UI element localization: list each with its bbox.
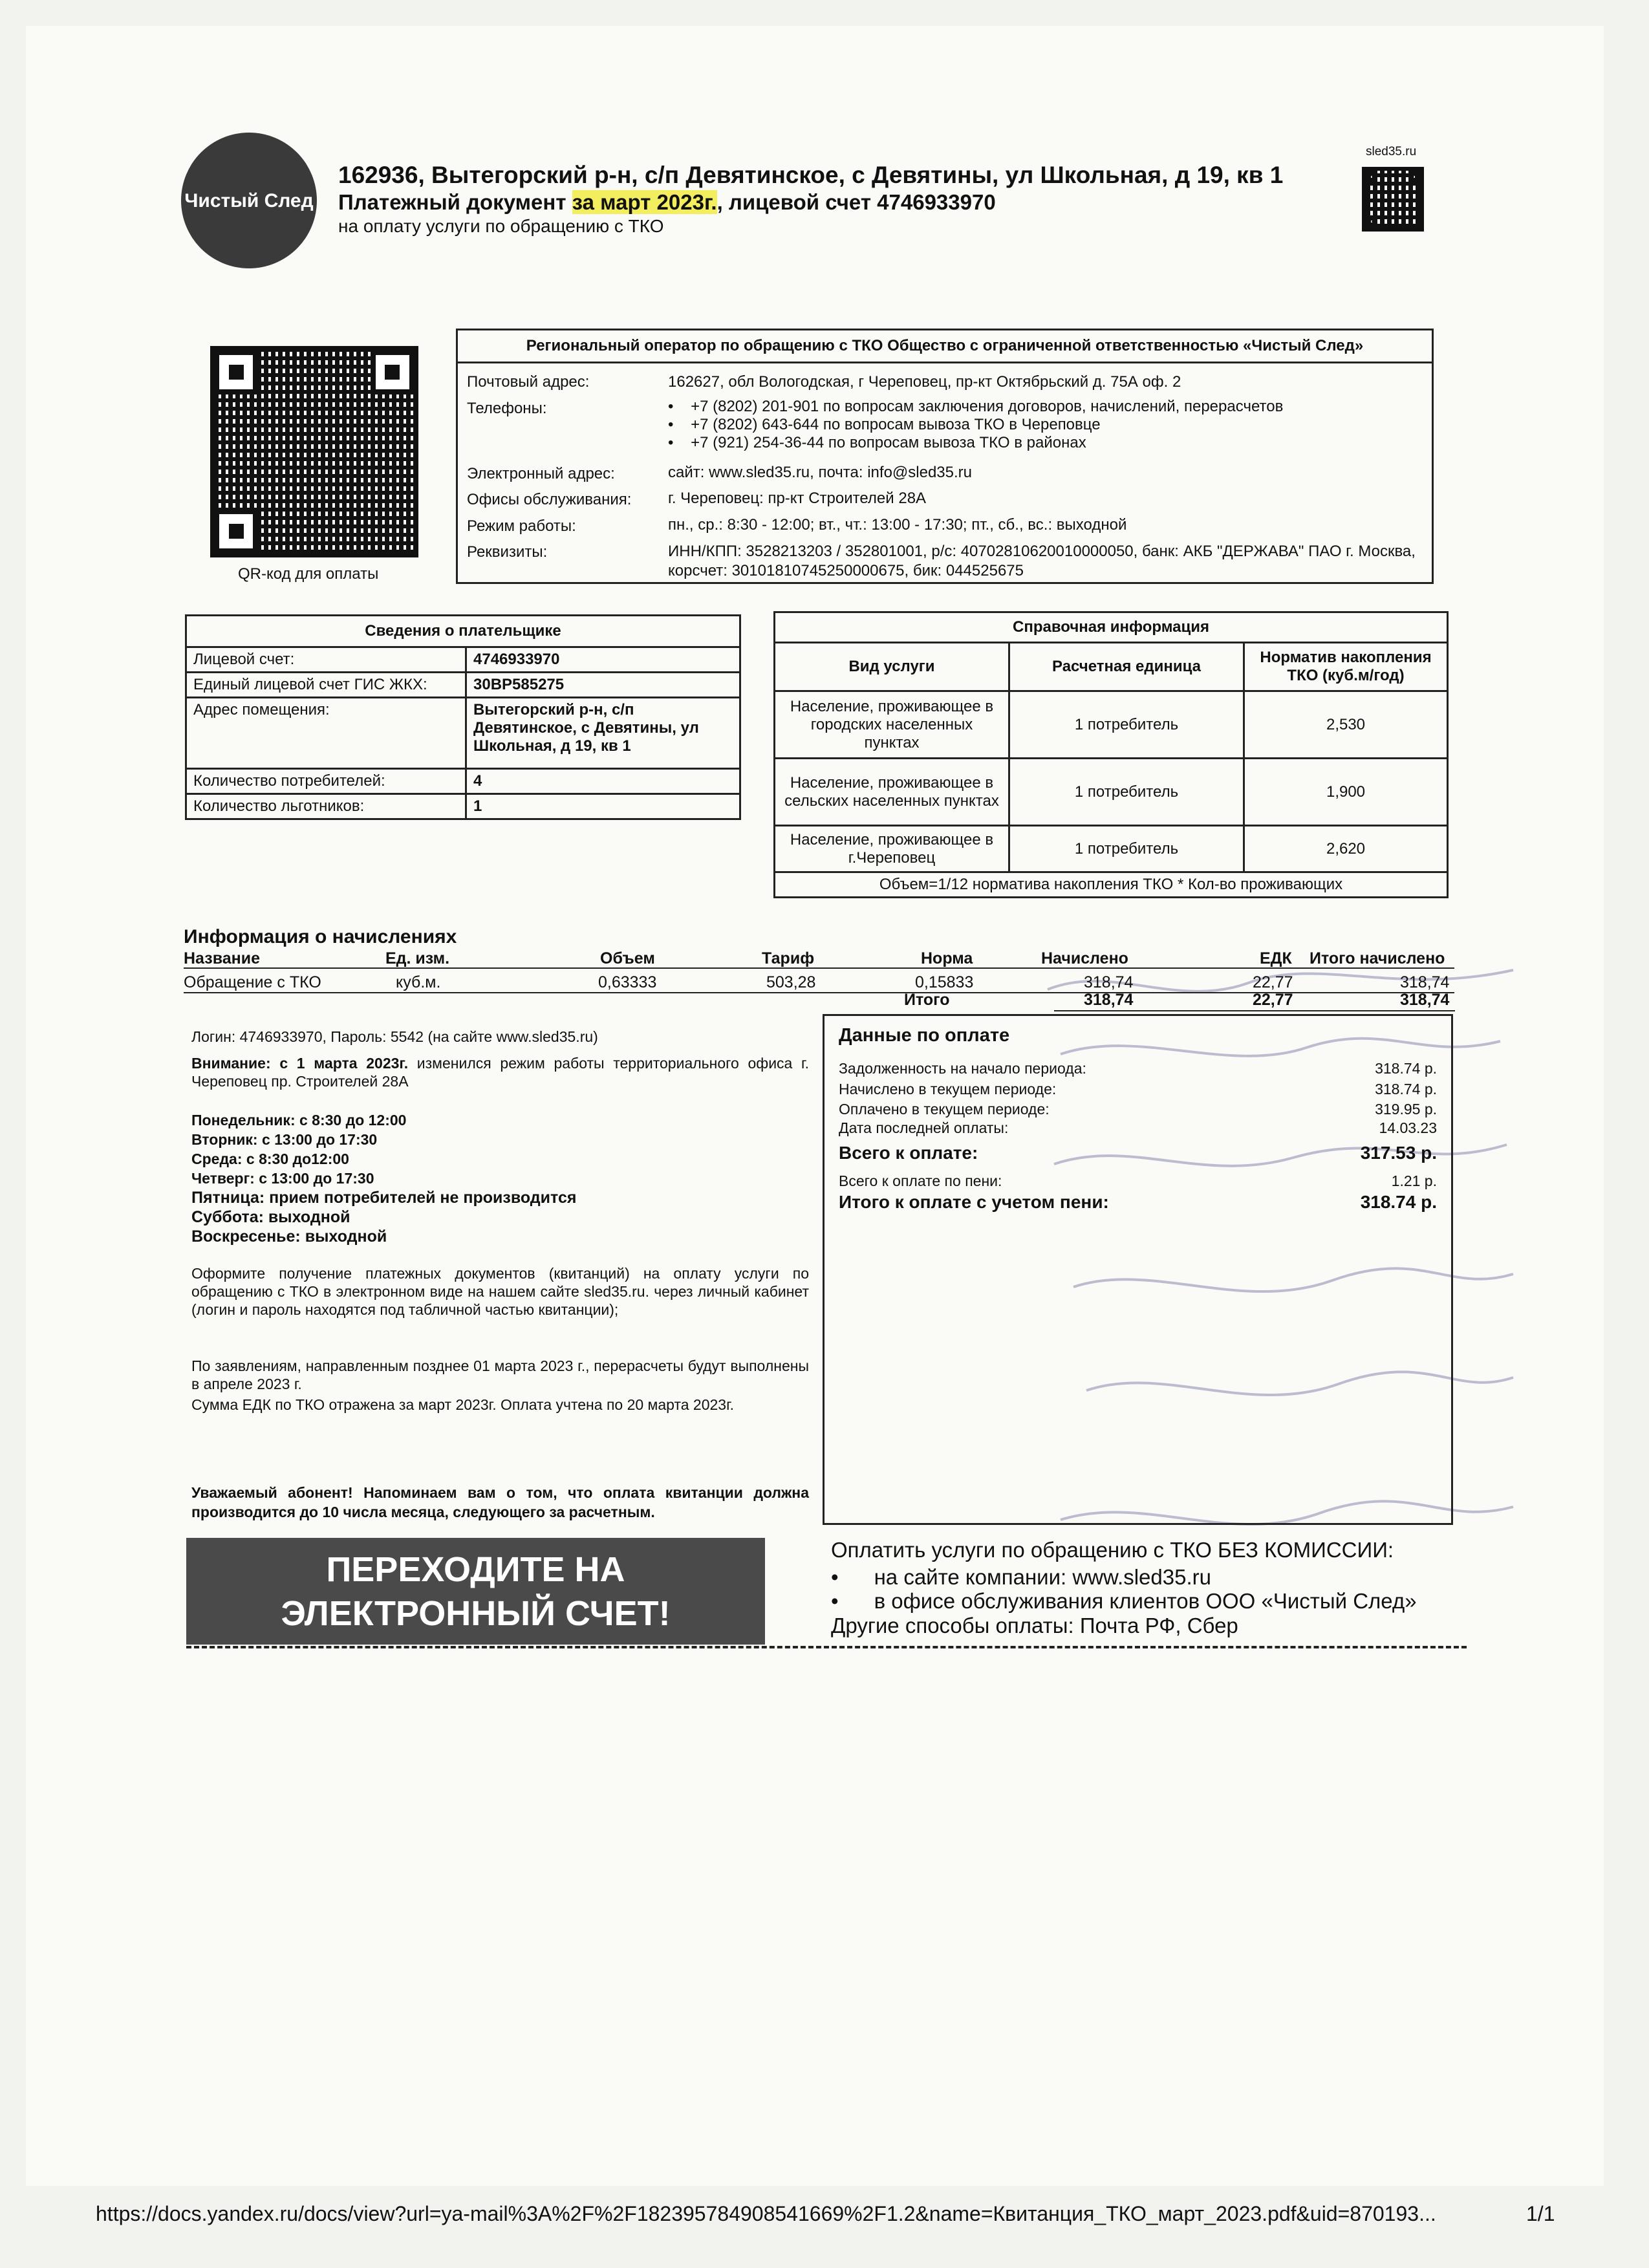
- payer-value: 1: [466, 794, 740, 819]
- reference-cell: 1 потребитель: [1009, 691, 1244, 759]
- reference-table: [773, 611, 1449, 898]
- pay-method-item: • на сайте компании: www.sled35.ru: [831, 1565, 1211, 1589]
- payer-label: Единый лицевой счет ГИС ЖКХ:: [186, 673, 466, 698]
- reference-cell: 1 потребитель: [1009, 759, 1244, 826]
- company-logo: [181, 133, 317, 268]
- pay-methods-other: Другие способы оплаты: Почта РФ, Сбер: [831, 1614, 1238, 1637]
- operator-phone-2: • +7 (8202) 643-644 по вопросам вывоза ТКО в Череповце: [668, 416, 1101, 433]
- payment-grand-row: [839, 1192, 1437, 1213]
- pay-method-text: на сайте компании: www.sled35.ru: [874, 1565, 1211, 1589]
- attention-label: Внимание:: [191, 1055, 271, 1072]
- payment-row: [839, 1101, 1437, 1118]
- payment-qr-code: [210, 346, 418, 557]
- payment-data-box: [823, 1014, 1453, 1525]
- schedule-item: Суббота: выходной: [191, 1208, 350, 1226]
- schedule-list: [191, 1110, 576, 1246]
- reference-cell: 1,900: [1244, 759, 1448, 826]
- charges-col-edk: ЕДК: [1260, 949, 1292, 967]
- payment-grand-value: 318.74 р.: [1360, 1192, 1437, 1212]
- table-row: [775, 759, 1448, 826]
- attention-date: с 1 марта 2023г.: [270, 1055, 409, 1072]
- reference-footer: Объем=1/12 норматива накопления ТКО * Кол-во проживающих: [775, 872, 1448, 898]
- charges-row-charged: 318,74: [1084, 973, 1134, 991]
- operator-email-label: Электронный адрес:: [467, 465, 615, 482]
- payment-reminder: Уважаемый абонент! Напоминаем вам о том, что оплата квитанции должна производится до 10 числа месяца, следующего за расчетным.: [191, 1484, 809, 1520]
- operator-requisites-value: ИНН/КПП: 3528213203 / 352801001, р/с: 40702810620010000050, банк: АКБ "ДЕРЖАВА" ПАО г. Москва, корсчет: 30101810745250000675, бик: 044525675: [668, 543, 1416, 579]
- payment-total-label: Всего к оплате:: [839, 1143, 978, 1163]
- document-title: [338, 190, 996, 215]
- charges-total-edk: 22,77: [1253, 991, 1293, 1009]
- payment-total-value: 317.53 р.: [1360, 1143, 1437, 1163]
- payment-value: 318.74 р.: [1375, 1060, 1437, 1077]
- payment-label: Дата последней оплаты:: [839, 1119, 1009, 1136]
- operator-phones-label: Телефоны:: [467, 400, 547, 417]
- payer-label: Адрес помещения:: [186, 698, 466, 769]
- charges-row-name: Обращение с ТКО: [184, 973, 321, 991]
- reference-cell: Население, проживающее в сельских населенных пунктах: [775, 759, 1009, 826]
- site-label: sled35.ru: [1366, 145, 1417, 158]
- schedule-item: Понедельник: с 8:30 до 12:00: [191, 1112, 407, 1129]
- pay-method-text: в офисе обслуживания клиентов ООО «Чистый След»: [874, 1589, 1417, 1613]
- payment-label: Оплачено в текущем периоде:: [839, 1101, 1050, 1118]
- payment-value: 319.95 р.: [1375, 1101, 1437, 1118]
- operator-postal-value: 162627, обл Вологодская, г Череповец, пр-кт Октябрьский д. 75А оф. 2: [668, 373, 1181, 391]
- schedule-item: Пятница: прием потребителей не производится: [191, 1189, 577, 1207]
- table-row: [186, 673, 740, 698]
- document-period: за март 2023г.: [572, 190, 717, 214]
- charges-bottom-line: [1054, 1010, 1455, 1011]
- table-row: [775, 691, 1448, 759]
- document-subtitle: на оплату услуги по обращению с ТКО: [338, 216, 664, 236]
- table-row: [186, 794, 740, 819]
- payer-address-title: 162936, Вытегорский р-н, с/п Девятинское, с Девятины, ул Школьная, д 19, кв 1: [338, 162, 1284, 188]
- operator-box: [456, 329, 1434, 584]
- reference-cell: Население, проживающее в г.Череповец: [775, 826, 1009, 872]
- reference-header: Расчетная единица: [1009, 643, 1244, 691]
- operator-postal-label: Почтовый адрес:: [467, 373, 590, 391]
- payer-label: Количество потребителей:: [186, 769, 466, 794]
- pay-methods-title: Оплатить услуги по обращению с ТКО БЕЗ КОМИССИИ:: [831, 1538, 1394, 1562]
- reference-cell: 1 потребитель: [1009, 826, 1244, 872]
- pay-method-item: • в офисе обслуживания клиентов ООО «Чистый След»: [831, 1589, 1417, 1613]
- print-page-indicator: 1/1: [1526, 2202, 1555, 2225]
- attention-text: изменился режим работы территориального офиса г. Череповец пр. Строителей 28А: [191, 1055, 810, 1090]
- document-title-prefix: Платежный документ: [338, 190, 572, 214]
- payer-value: 4746933970: [466, 647, 740, 673]
- payment-value: 318.74 р.: [1375, 1081, 1437, 1097]
- schedule-item: Вторник: с 13:00 до 17:30: [191, 1131, 378, 1148]
- payment-grand-label: Итого к оплате с учетом пени:: [839, 1192, 1109, 1212]
- reference-title: Справочная информация: [775, 612, 1448, 643]
- operator-phone-1: • +7 (8202) 201-901 по вопросам заключения договоров, начислений, перерасчетов: [668, 398, 1284, 415]
- payment-row: [839, 1119, 1437, 1137]
- charges-title: Информация о начислениях: [184, 926, 457, 947]
- charges-total-sum: 318,74: [1400, 991, 1450, 1009]
- payment-total-row: [839, 1143, 1437, 1163]
- phone-1-text: +7 (8202) 201-901 по вопросам заключения договоров, начислений, перерасчетов: [691, 398, 1284, 415]
- schedule-item: Четверг: с 13:00 до 17:30: [191, 1170, 374, 1187]
- print-url: https://docs.yandex.ru/docs/view?url=ya-mail%3A%2F%2F182395784908541669%2F1.2&name=Квитанция_ТКО_март_2023.pdf&uid=870193...: [96, 2202, 1436, 2225]
- operator-phone-3: • +7 (921) 254-36-44 по вопросам вывоза ТКО в районах: [668, 434, 1086, 451]
- table-row: [186, 647, 740, 673]
- banner-line-1: ПЕРЕХОДИТЕ НА: [326, 1550, 625, 1589]
- charges-row-edk: 22,77: [1253, 973, 1293, 991]
- charges-col-name: Название: [184, 949, 261, 967]
- operator-title: Региональный оператор по обращению с ТКО Общество с ограниченной ответственностью «Чистый След»: [458, 330, 1432, 363]
- operator-email-value: сайт: www.sled35.ru, почта: info@sled35.ru: [668, 464, 973, 481]
- payment-label: Начислено в текущем периоде:: [839, 1081, 1057, 1097]
- charges-row-unit: куб.м.: [396, 973, 441, 991]
- charges-col-volume: Объем: [600, 949, 655, 967]
- login-info: Логин: 4746933970, Пароль: 5542 (на сайте www.sled35.ru): [191, 1028, 598, 1045]
- phone-2-text: +7 (8202) 643-644 по вопросам вывоза ТКО в Череповце: [691, 416, 1101, 433]
- reference-header: Вид услуги: [775, 643, 1009, 691]
- operator-requisites-label: Реквизиты:: [467, 543, 548, 561]
- payer-value: 4: [466, 769, 740, 794]
- payer-label: Количество льготников:: [186, 794, 466, 819]
- payment-label: Задолженность на начало периода:: [839, 1060, 1086, 1077]
- table-row: [186, 698, 740, 769]
- operator-hours-label: Режим работы:: [467, 517, 576, 535]
- charges-col-norm: Норма: [921, 949, 973, 967]
- reference-cell: 2,620: [1244, 826, 1448, 872]
- operator-office-label: Офисы обслуживания:: [467, 491, 632, 508]
- payer-value: Вытегорский р-н, с/п Девятинское, с Девятины, ул Школьная, д 19, кв 1: [466, 698, 740, 769]
- payer-label: Лицевой счет:: [186, 647, 466, 673]
- charges-col-total: Итого начислено: [1310, 949, 1445, 967]
- site-qr-code: [1362, 167, 1424, 232]
- schedule-item: Среда: с 8:30 до12:00: [191, 1150, 349, 1167]
- table-row: [775, 826, 1448, 872]
- reference-cell: Население, проживающее в городских населенных пунктах: [775, 691, 1009, 759]
- operator-office-value: г. Череповец: пр-кт Строителей 28А: [668, 490, 927, 507]
- charges-total-charged: 318,74: [1084, 991, 1134, 1009]
- banner-line-2: ЭЛЕКТРОННЫЙ СЧЕТ!: [281, 1593, 671, 1633]
- payment-row: [839, 1060, 1437, 1077]
- payment-penalty-row: [839, 1172, 1437, 1190]
- payment-value: 14.03.23: [1379, 1119, 1437, 1136]
- charges-row-volume: 0,63333: [598, 973, 657, 991]
- notice-recalc: По заявлениям, направленным позднее 01 марта 2023 г., перерасчеты будут выполнены в апреле 2023 г.: [191, 1357, 809, 1392]
- charges-col-tariff: Тариф: [762, 949, 815, 967]
- attention-notice: [191, 1054, 809, 1090]
- reference-header: Норматив накопления ТКО (куб.м/год): [1244, 643, 1448, 691]
- schedule-item: Воскресенье: выходной: [191, 1227, 387, 1246]
- e-bill-banner: [186, 1538, 765, 1645]
- logo-text: Чистый След: [184, 189, 314, 211]
- notice-edk: Сумма ЕДК по ТКО отражена за март 2023г. Оплата учтена по 20 марта 2023г.: [191, 1396, 735, 1413]
- charges-col-unit: Ед. изм.: [385, 949, 450, 967]
- cut-line: [186, 1646, 1467, 1648]
- charges-total-label: Итого: [904, 991, 950, 1009]
- payment-row: [839, 1081, 1437, 1098]
- payment-title: Данные по оплате: [839, 1025, 1010, 1046]
- reference-cell: 2,530: [1244, 691, 1448, 759]
- payment-penalty-value: 1.21 р.: [1391, 1172, 1437, 1189]
- payment-penalty-label: Всего к оплате по пени:: [839, 1172, 1002, 1189]
- payer-table: [185, 614, 741, 820]
- notice-electronic: Оформите получение платежных документов (квитанций) на оплату услуги по обращению с ТКО в электронном виде на нашем сайте sled35.ru. через личный кабинет (логин и пароль находятся под табличной частью квитанции);: [191, 1265, 809, 1318]
- table-row: [186, 769, 740, 794]
- payer-value: 30ВР585275: [466, 673, 740, 698]
- phone-3-text: +7 (921) 254-36-44 по вопросам вывоза ТКО в районах: [691, 434, 1086, 451]
- qr-caption: QR-код для оплаты: [238, 565, 379, 583]
- document-account: , лицевой счет 4746933970: [717, 190, 996, 214]
- payer-table-title: Сведения о плательщике: [186, 616, 740, 647]
- charges-row-total: 318,74: [1400, 973, 1450, 991]
- charges-row-tariff: 503,28: [766, 973, 816, 991]
- operator-hours-value: пн., ср.: 8:30 - 12:00; вт., чт.: 13:00 - 17:30; пт., сб., вс.: выходной: [668, 516, 1127, 534]
- charges-col-charged: Начислено: [1041, 949, 1128, 967]
- charges-row-norm: 0,15833: [915, 973, 974, 991]
